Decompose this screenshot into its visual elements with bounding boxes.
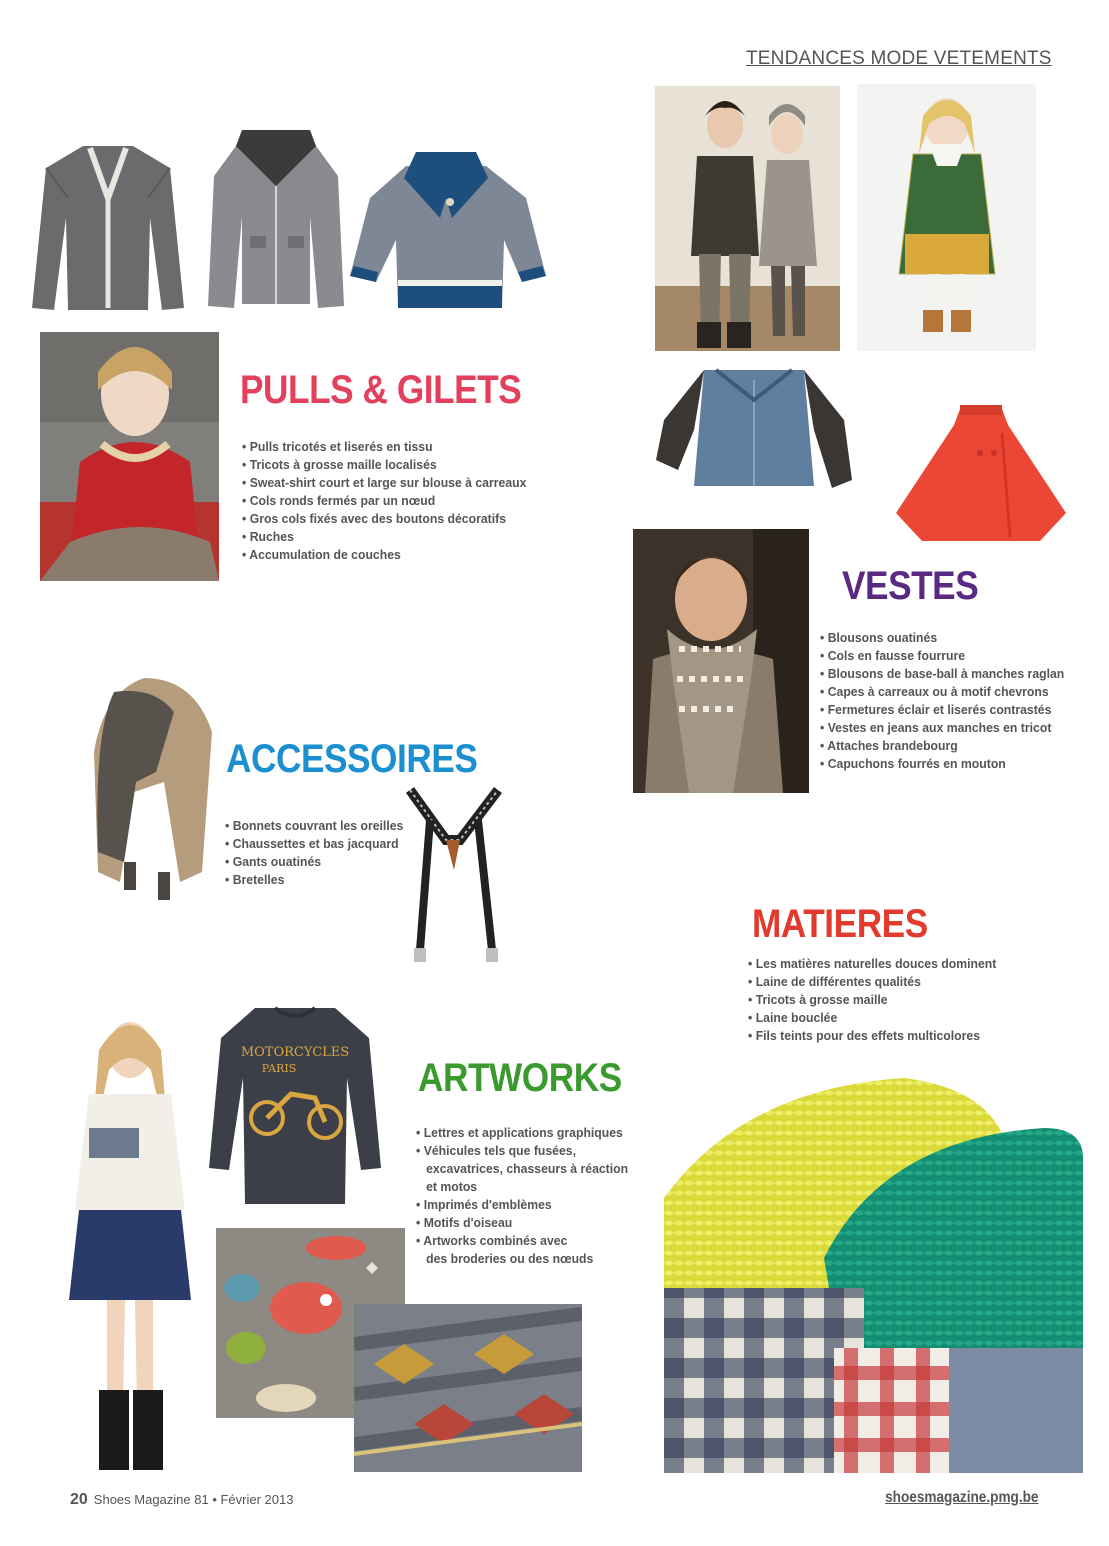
list-item: • Capes à carreaux ou à motif chevrons <box>820 683 1064 701</box>
pulls-title: PULLS & GILETS <box>240 368 522 412</box>
tshirt-print-text: MOTORCYCLES <box>240 1045 350 1060</box>
list-item: • Cols en fausse fourrure <box>820 647 1064 665</box>
red-cape-image <box>890 403 1072 546</box>
accessoires-title: ACCESSOIRES <box>226 737 478 781</box>
list-item: • Véhicules tels que fusées, <box>416 1142 628 1160</box>
list-item: • Attaches brandebourg <box>820 737 1064 755</box>
suspenders-image <box>400 780 508 966</box>
list-item: • Accumulation de couches <box>242 546 526 564</box>
pulls-list <box>242 438 551 564</box>
vestes-title: VESTES <box>842 564 979 608</box>
list-item: • Fils teints pour des effets multicolores <box>748 1027 996 1045</box>
list-item: • Cols ronds fermés par un nœud <box>242 492 526 510</box>
list-item: • Bretelles <box>225 871 403 889</box>
knit-fabrics-photo <box>664 1078 1083 1473</box>
tshirt-print-subtext: PARIS <box>261 1062 297 1075</box>
girl-hoodie-skirt-photo <box>55 1010 205 1475</box>
list-item: • Laine de différentes qualités <box>748 973 996 991</box>
list-item: • Capuchons fourrés en mouton <box>820 755 1064 773</box>
two-kids-photo <box>655 86 840 351</box>
list-item: • Vestes en jeans aux manches en tricot <box>820 719 1064 737</box>
section-header: TENDANCES MODE VETEMENTS <box>746 48 1052 69</box>
website-link[interactable]: shoesmagazine.pmg.be <box>884 1489 1038 1506</box>
vestes-list <box>820 629 1086 773</box>
list-item: • Tricots à grosse maille <box>748 991 996 1009</box>
grey-cardigan-image <box>28 138 188 316</box>
girl-plaid-coat-photo <box>857 84 1036 351</box>
list-item: • Les matières naturelles douces dominent <box>748 955 996 973</box>
list-item: • Lettres et applications graphiques <box>416 1124 628 1142</box>
artworks-title: ARTWORKS <box>418 1056 622 1100</box>
grey-zip-jacket-image <box>206 126 346 312</box>
list-item: • Chaussettes et bas jacquard <box>225 835 403 853</box>
list-item: • Artworks combinés avec <box>416 1232 628 1250</box>
list-item: • Sweat-shirt court et large sur blouse à carreaux <box>242 474 526 492</box>
footer-left <box>70 1491 293 1509</box>
list-item: • Imprimés d'emblèmes <box>416 1196 628 1214</box>
fur-trapper-hat-image <box>84 672 216 916</box>
list-item: • Gros cols fixés avec des boutons décoratifs <box>242 510 526 528</box>
list-item: • Blousons ouatinés <box>820 629 1064 647</box>
matieres-title: MATIERES <box>752 902 928 946</box>
page-number: 20 <box>70 1491 88 1508</box>
list-item: excavatrices, chasseurs à réaction <box>426 1161 629 1176</box>
boy-scarf-photo <box>633 529 809 793</box>
artworks-list <box>416 1124 647 1268</box>
list-item: et motos <box>426 1179 478 1194</box>
list-item: • Fermetures éclair et liserés contrastés <box>820 701 1064 719</box>
list-item: • Motifs d'oiseau <box>416 1214 628 1232</box>
list-item: • Blousons de base-ball à manches raglan <box>820 665 1064 683</box>
denim-vest-jacket-image <box>654 360 854 500</box>
matieres-list <box>748 955 1018 1045</box>
shawl-collar-sweater-image <box>346 148 550 310</box>
list-item: • Tricots à grosse maille localisés <box>242 456 526 474</box>
list-item: • Bonnets couvrant les oreilles <box>225 817 403 835</box>
list-item: des broderies ou des nœuds <box>426 1251 594 1266</box>
accessoires-list <box>225 817 419 889</box>
motorcycle-longsleeve-tee-image <box>205 998 385 1208</box>
list-item: • Laine bouclée <box>748 1009 996 1027</box>
aztec-print-fabric-photo <box>354 1304 582 1472</box>
list-item: • Gants ouatinés <box>225 853 403 871</box>
list-item: • Pulls tricotés et liserés en tissu <box>242 438 526 456</box>
list-item: • Ruches <box>242 528 526 546</box>
publication-info: Shoes Magazine 81 • Février 2013 <box>93 1492 294 1507</box>
girl-red-cardigan-photo <box>40 332 219 581</box>
